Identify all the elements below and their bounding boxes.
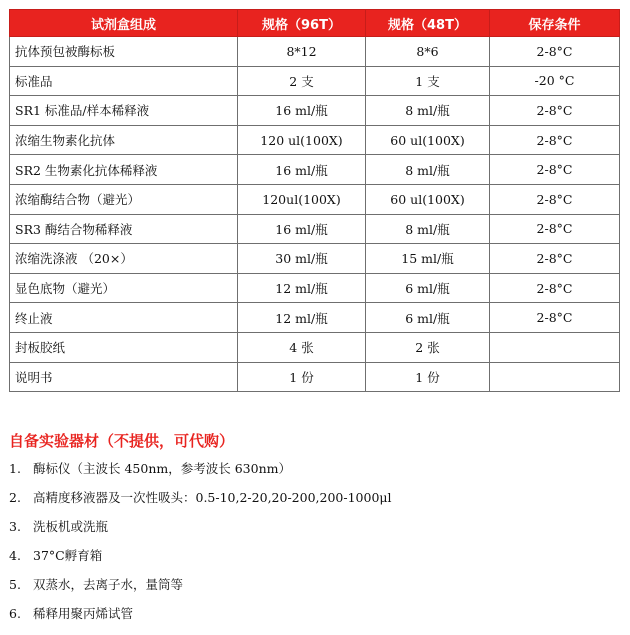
list-item xyxy=(9,577,392,606)
list-item-number: 2. xyxy=(9,490,21,505)
spec-48t-cell: 2 张 xyxy=(366,332,490,362)
table-row xyxy=(10,155,620,185)
table-row xyxy=(10,362,620,392)
spec-48t-cell: 15 ml/瓶 xyxy=(366,244,490,274)
list-item-text: 稀释用聚丙烯试管 xyxy=(33,606,134,621)
spec-96t-cell: 4 张 xyxy=(238,332,366,362)
table-header-row xyxy=(10,10,620,37)
spec-48t-cell: 60 ul(100X) xyxy=(366,184,490,214)
table-row xyxy=(10,37,620,67)
spec-96t-cell: 120ul(100X) xyxy=(238,184,366,214)
spec-48t-cell: 6 ml/瓶 xyxy=(366,273,490,303)
spec-96t-cell: 2 支 xyxy=(238,66,366,96)
storage-condition-cell: 2-8°C xyxy=(490,37,620,67)
component-name-cell: 显色底物（避光） xyxy=(10,273,238,303)
storage-condition-cell: 2-8°C xyxy=(490,155,620,185)
component-name-cell: 标准品 xyxy=(10,66,238,96)
spec-48t-cell: 60 ul(100X) xyxy=(366,125,490,155)
table-row xyxy=(10,332,620,362)
list-item-number: 6. xyxy=(9,606,21,621)
list-item xyxy=(9,461,392,490)
list-item xyxy=(9,548,392,577)
spec-48t-cell: 8 ml/瓶 xyxy=(366,96,490,126)
spec-48t-cell: 1 份 xyxy=(366,362,490,392)
list-item-number: 4. xyxy=(9,548,21,563)
spec-96t-cell: 16 ml/瓶 xyxy=(238,96,366,126)
storage-condition-cell: 2-8°C xyxy=(490,303,620,333)
storage-condition-cell: 2-8°C xyxy=(490,214,620,244)
component-name-cell: 浓缩洗涤液 （20×） xyxy=(10,244,238,274)
header-composition: 试剂盒组成 xyxy=(10,10,238,37)
spec-48t-cell: 1 支 xyxy=(366,66,490,96)
component-name-cell: 终止液 xyxy=(10,303,238,333)
component-name-cell: SR3 酶结合物稀释液 xyxy=(10,214,238,244)
list-item-text: 37°C孵育箱 xyxy=(33,548,103,563)
component-name-cell: 说明书 xyxy=(10,362,238,392)
list-item-number: 5. xyxy=(9,577,21,592)
list-item-text: 双蒸水，去离子水，量筒等 xyxy=(33,577,184,592)
spec-96t-cell: 120 ul(100X) xyxy=(238,125,366,155)
storage-condition-cell: 2-8°C xyxy=(490,273,620,303)
spec-96t-cell: 12 ml/瓶 xyxy=(238,273,366,303)
spec-48t-cell: 8*6 xyxy=(366,37,490,67)
storage-condition-cell: -20 °C xyxy=(490,66,620,96)
table-row xyxy=(10,184,620,214)
table-row xyxy=(10,273,620,303)
table-row xyxy=(10,96,620,126)
list-item xyxy=(9,519,392,548)
spec-48t-cell: 8 ml/瓶 xyxy=(366,155,490,185)
table-row xyxy=(10,125,620,155)
component-name-cell: 抗体预包被酶标板 xyxy=(10,37,238,67)
spec-96t-cell: 16 ml/瓶 xyxy=(238,155,366,185)
kit-components-table xyxy=(9,9,620,392)
spec-96t-cell: 12 ml/瓶 xyxy=(238,303,366,333)
component-name-cell: 封板胶纸 xyxy=(10,332,238,362)
table-row xyxy=(10,303,620,333)
storage-condition-cell: 2-8°C xyxy=(490,96,620,126)
list-item-text: 酶标仪（主波长 450nm，参考波长 630nm） xyxy=(33,461,291,476)
spec-96t-cell: 8*12 xyxy=(238,37,366,67)
self-prepared-list xyxy=(9,461,392,635)
storage-condition-cell: 2-8°C xyxy=(490,244,620,274)
storage-condition-cell xyxy=(490,362,620,392)
spec-96t-cell: 1 份 xyxy=(238,362,366,392)
storage-condition-cell xyxy=(490,332,620,362)
list-item-number: 1. xyxy=(9,461,21,476)
header-spec-96t: 规格（96T） xyxy=(238,10,366,37)
list-item xyxy=(9,606,392,635)
header-storage: 保存条件 xyxy=(490,10,620,37)
component-name-cell: SR1 标准品/样本稀释液 xyxy=(10,96,238,126)
component-name-cell: 浓缩酶结合物（避光） xyxy=(10,184,238,214)
component-name-cell: 浓缩生物素化抗体 xyxy=(10,125,238,155)
spec-48t-cell: 8 ml/瓶 xyxy=(366,214,490,244)
self-prepared-title: 自备实验器材（不提供，可代购） xyxy=(9,432,235,450)
table-row xyxy=(10,214,620,244)
table-row xyxy=(10,244,620,274)
spec-48t-cell: 6 ml/瓶 xyxy=(366,303,490,333)
list-item-number: 3. xyxy=(9,519,21,534)
storage-condition-cell: 2-8°C xyxy=(490,125,620,155)
header-spec-48t: 规格（48T） xyxy=(366,10,490,37)
component-name-cell: SR2 生物素化抗体稀释液 xyxy=(10,155,238,185)
list-item-text: 高精度移液器及一次性吸头：0.5-10,2-20,20-200,200-1000μl xyxy=(33,490,392,505)
list-item xyxy=(9,490,392,519)
spec-96t-cell: 16 ml/瓶 xyxy=(238,214,366,244)
spec-96t-cell: 30 ml/瓶 xyxy=(238,244,366,274)
storage-condition-cell: 2-8°C xyxy=(490,184,620,214)
list-item-text: 洗板机或洗瓶 xyxy=(33,519,109,534)
table-row xyxy=(10,66,620,96)
